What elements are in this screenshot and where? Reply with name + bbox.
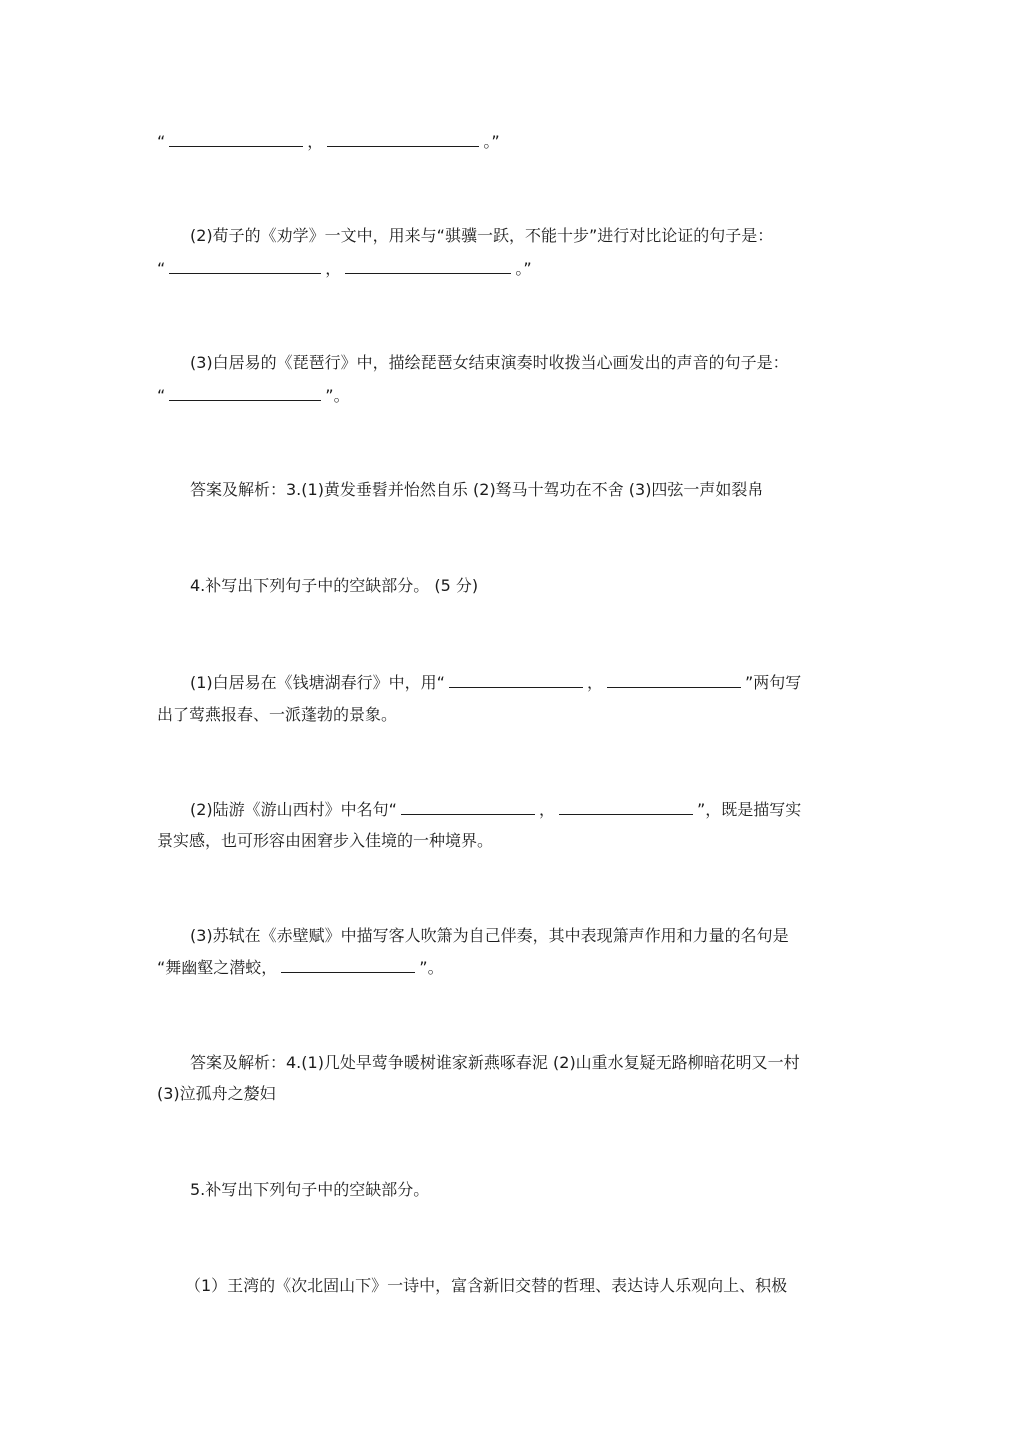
question-5-1-line-1 — [185, 1276, 900, 1296]
text-fragment: “ — [157, 386, 166, 405]
question-4-2-line-2 — [157, 831, 872, 851]
question-2-text — [190, 226, 905, 246]
fill-blank[interactable] — [559, 800, 693, 815]
fill-blank[interactable] — [401, 800, 535, 815]
text-fragment: 。” — [483, 132, 500, 151]
text-fragment: 答案及解析：4.(1)几处早莺争暖树谁家新燕啄春泥 (2)山重水复疑无路柳暗花明又一村 — [190, 1053, 800, 1072]
answer-explanation-4-line-1 — [190, 1053, 905, 1073]
text-fragment: (3)白居易的《琵琶行》中，描绘琵琶女结束演奏时收拨当心画发出的声音的句子是： — [190, 353, 789, 372]
text-fragment: 出了莺燕报春、一派蓬勃的景象。 — [157, 705, 398, 724]
text-fragment: “ — [157, 132, 166, 151]
fill-blank[interactable] — [169, 132, 303, 147]
fill-blank[interactable] — [345, 259, 511, 274]
fill-blank[interactable] — [169, 259, 321, 274]
text-fragment: ”两句写 — [744, 673, 802, 692]
text-fragment: (1)白居易在《钱塘湖春行》中，用“ — [190, 673, 445, 692]
answer-line-3 — [157, 386, 872, 406]
question-5-heading — [190, 1180, 905, 1200]
text-fragment: ”。 — [325, 386, 350, 405]
fill-blank[interactable] — [327, 132, 479, 147]
text-fragment: ”，既是描写实 — [696, 800, 802, 819]
question-4-2-line-1 — [190, 800, 905, 820]
question-4-3-line-1 — [190, 926, 905, 946]
question-4-3-line-2 — [157, 958, 872, 978]
question-4-heading — [190, 576, 905, 596]
answer-explanation-4-line-2 — [157, 1084, 872, 1104]
fill-blank[interactable] — [607, 673, 741, 688]
text-fragment: ， — [325, 259, 342, 278]
text-fragment: 5.补写出下列句子中的空缺部分。 — [190, 1180, 430, 1199]
answer-line-1 — [157, 132, 872, 152]
answer-explanation-3 — [190, 480, 905, 500]
text-fragment: 4.补写出下列句子中的空缺部分。 (5 分) — [190, 576, 479, 595]
text-fragment: (3)苏轼在《赤壁赋》中描写客人吹箫为自己伴奏，其中表现箫声作用和力量的名句是 — [190, 926, 789, 945]
question-4-1-line-1 — [190, 673, 905, 693]
text-fragment: 。” — [515, 259, 532, 278]
text-fragment: “ — [157, 259, 166, 278]
text-fragment: “舞幽壑之潜蛟， — [157, 958, 278, 977]
text-fragment: (2)陆游《游山西村》中名句“ — [190, 800, 397, 819]
text-fragment: ， — [586, 673, 603, 692]
fill-blank[interactable] — [281, 958, 415, 973]
text-fragment: ， — [307, 132, 324, 151]
text-fragment: 景实感，也可形容由困窘步入佳境的一种境界。 — [157, 831, 494, 850]
fill-blank[interactable] — [449, 673, 583, 688]
text-fragment: ， — [538, 800, 555, 819]
question-4-1-line-2 — [157, 705, 872, 725]
question-3-text — [190, 353, 905, 373]
text-fragment: ”。 — [419, 958, 444, 977]
text-fragment: (3)泣孤舟之嫠妇 — [157, 1084, 276, 1103]
text-fragment: （1）王湾的《次北固山下》一诗中，富含新旧交替的哲理、表达诗人乐观向上、积极 — [185, 1276, 788, 1295]
fill-blank[interactable] — [169, 386, 321, 401]
answer-line-2 — [157, 259, 872, 279]
text-fragment: 答案及解析：3.(1)黄发垂髫并怡然自乐 (2)驽马十驾功在不舍 (3)四弦一声如裂帛 — [190, 480, 764, 499]
text-fragment: (2)荀子的《劝学》一文中，用来与“骐骥一跃，不能十步”进行对比论证的句子是： — [190, 226, 774, 245]
